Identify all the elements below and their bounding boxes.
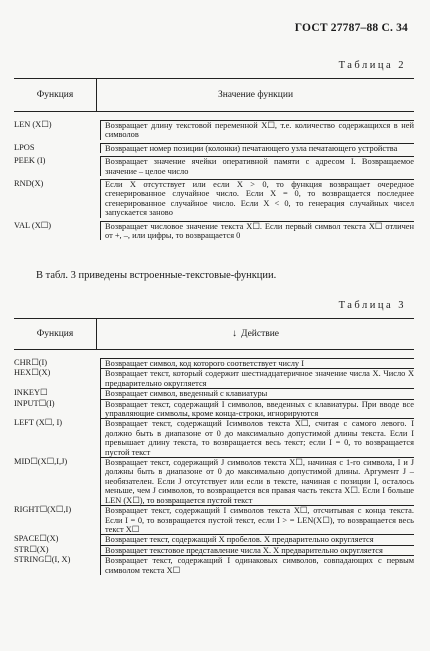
- function-description: Возвращает значение ячейки оперативной памяти с адресом I. Возвращаемое значение – целое число: [100, 156, 414, 176]
- function-description: Возвращает текст, содержащий I символов, введенных с клавиатуры. При вводе все управляющие символы, кроме конца-строки, игнорируются: [100, 399, 414, 419]
- function-description: Если X отсутствует или если X > 0, то функция возвращает очередное сгенерированное случайное число. Если X = 0, то возвращается последнее сгенерированное случайное число. Если X < 0, то генерация случайных чисел запускается заново: [100, 179, 414, 218]
- function-description: Возвращает текст, содержащий I одинаковых символов, совпадающих с первым символом текста X☐: [100, 555, 414, 575]
- function-description: Возвращает текст, содержащий Iсимволов текста X☐, считая с самого левого. I должно быть в диапазоне от 0 до максимально допустимой длины текста. Если I превышает длину текста, то возвращается весь текст; если I = 0, то возвращается пустой текст: [100, 418, 414, 457]
- function-description: Возвращает текст, содержащий J символов текста X☐, начиная с 1-го символа, I и J должны быть в диапазоне от 0 до максимально допустимой длины. Аргумент J – необязателен. Если J отсутствует или если в тексте, начиная с позиции I, осталось меньше, чем J символов, то возвращается вся правая часть текста X☐. Если I больше LEN (X☐), то возвращается пустой текст: [100, 457, 414, 505]
- table-row: [14, 545, 414, 555]
- function-description: Возвращает длину текстовой переменной X☐, т.е. количество содержащихся в ней символов: [100, 120, 414, 140]
- function-description: Возвращает символ, введенный с клавиатуры: [100, 388, 414, 398]
- page-header: ГОСТ 27787–88 С. 34: [294, 22, 408, 34]
- function-description: Возвращает текст, который содержит шестнадцатеричное значение числа X. Число X предварительно округляется: [100, 368, 414, 388]
- function-name: LEN (X☐): [14, 120, 52, 129]
- table-row: [14, 358, 414, 368]
- arrow-icon: ↓: [231, 328, 237, 339]
- function-name: LPOS: [14, 142, 35, 152]
- table-row: [14, 399, 414, 419]
- table3-header: [14, 318, 414, 350]
- function-description: Возвращает номер позиции (колонки) печатающего узла печатающего устройства: [100, 143, 414, 153]
- table3-col-action: [96, 319, 414, 349]
- function-name: MID☐(X☐,I,J): [14, 457, 68, 467]
- table2-col-value: Значение функции: [96, 79, 414, 111]
- function-name: HEX☐(X): [14, 368, 51, 378]
- table2-col-function: Функция: [36, 90, 74, 100]
- function-name: CHR☐(I): [14, 358, 48, 367]
- function-description: Возвращает числовое значение текста X☐. Если первый символ текста X☐ отличен от +, –, или цифры, то возвращается 0: [100, 221, 414, 241]
- table-row: [14, 457, 414, 505]
- function-name: VAL (X☐): [14, 220, 52, 230]
- table2-body: [14, 120, 414, 240]
- intro-paragraph: В табл. 3 приведены встроенные-текстовые-функции.: [36, 270, 277, 281]
- table2-header: [14, 78, 414, 112]
- function-name: LEFT (X☐, I): [14, 418, 63, 428]
- table-row: [14, 555, 414, 575]
- table3-col-action-label: Действие: [240, 329, 280, 339]
- table2: [14, 78, 414, 240]
- table-row: [14, 120, 414, 140]
- table-row: [14, 368, 414, 388]
- table-row: [14, 388, 414, 398]
- table3-col-function: Функция: [36, 329, 74, 339]
- table-row: [14, 143, 414, 153]
- table3-caption: Таблица 3: [338, 300, 406, 311]
- table3: [14, 318, 414, 575]
- function-description: Возвращает текст, содержащий X пробелов. X предварительно округляется: [100, 534, 414, 544]
- function-description: Возвращает текстовое представление числа X. X предварительно округляется: [100, 545, 414, 555]
- function-name: INPUT☐(I): [14, 398, 55, 408]
- function-name: RIGHT☐(X☐,I): [14, 505, 72, 515]
- table2-caption: Таблица 2: [338, 60, 406, 71]
- function-description: Возвращает символ, код которого соответствует числу I: [100, 358, 414, 368]
- function-name: STR☐(X): [14, 544, 49, 554]
- table-row: [14, 156, 414, 176]
- function-name: PEEK (I): [14, 156, 46, 166]
- function-name: STRING☐(I, X): [14, 555, 71, 565]
- table-row: [14, 179, 414, 218]
- table3-body: [14, 358, 414, 575]
- function-name: INKEY☐: [14, 388, 48, 398]
- function-name: RND(X): [14, 179, 44, 189]
- table-row: [14, 418, 414, 457]
- function-description: Возвращает текст, содержащий I символов текста X☐, отсчитывая с конца текста. Если I = 0, то возвращается пустой текст, если I > = LEN(X☐), то возвращается весь текст X☐: [100, 505, 414, 534]
- table-row: [14, 221, 414, 241]
- function-name: SPACE☐(X): [14, 534, 59, 544]
- table-row: [14, 534, 414, 544]
- table-row: [14, 505, 414, 534]
